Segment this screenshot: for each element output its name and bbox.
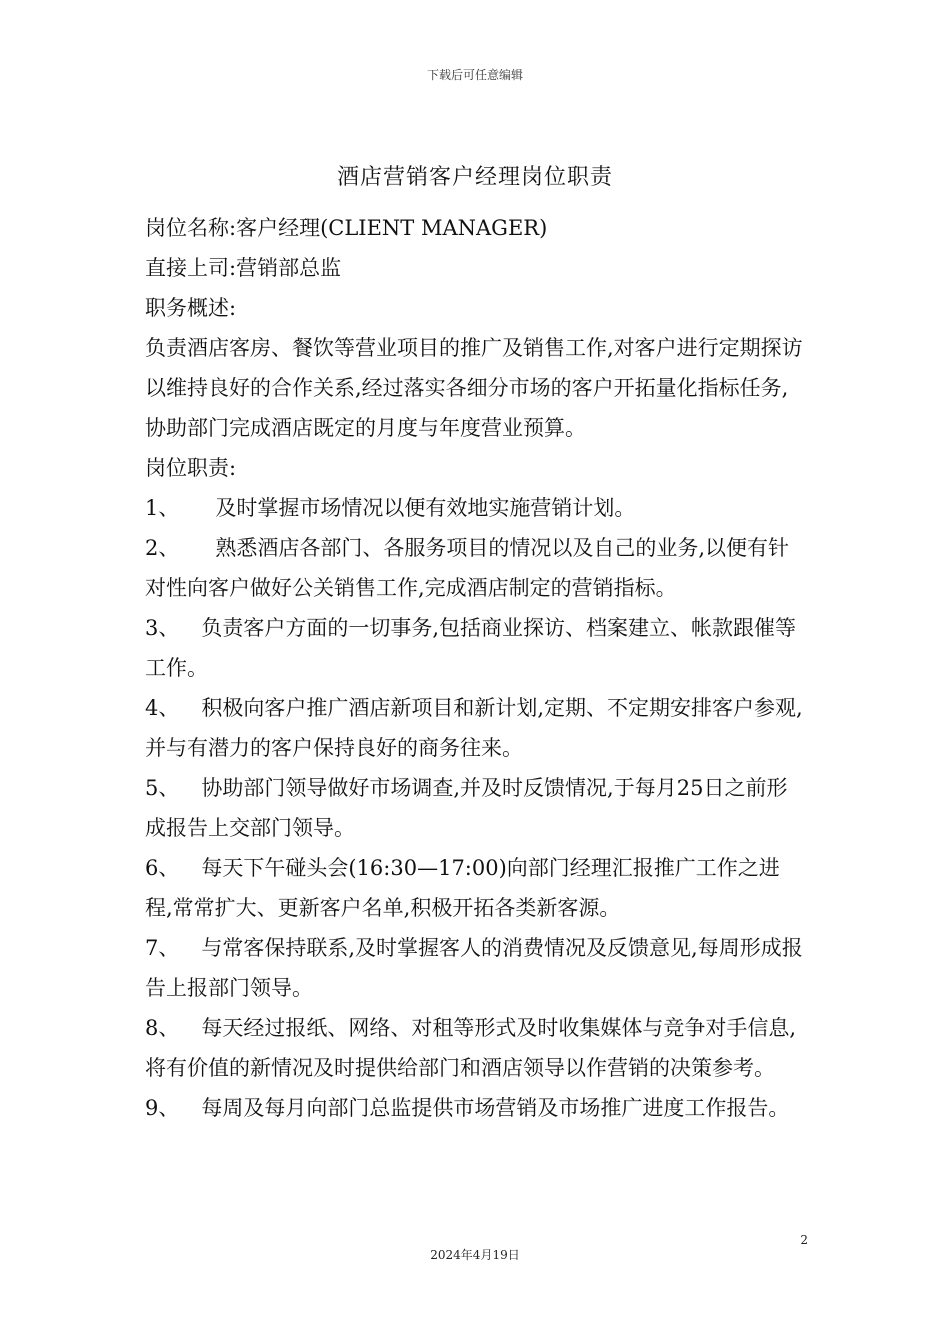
duty-text: 协助部门领导做好市场调查,并及时反馈情况,于每月25日之前形成报告上交部门领导。	[145, 776, 788, 840]
footer-date: 2024年4月19日	[430, 1248, 520, 1262]
page-number: 2	[800, 1233, 808, 1247]
duty-item-6	[145, 848, 805, 928]
duty-text: 及时掌握市场情况以便有效地实施营销计划。	[215, 496, 636, 520]
duty-item-1	[145, 488, 805, 528]
duty-number: 6、	[145, 856, 180, 880]
summary-heading: 职务概述:	[145, 296, 237, 320]
summary-text: 负责酒店客房、餐饮等营业项目的推广及销售工作,对客户进行定期探访以维持良好的合作关系,经过落实各细分市场的客户开拓量化指标任务,协助部门完成酒店既定的月度与年度营业预算。	[145, 336, 803, 440]
duty-number: 3、	[145, 616, 180, 640]
duty-item-3	[145, 608, 805, 688]
duty-number: 7、	[145, 936, 180, 960]
duty-text: 与常客保持联系,及时掌握客人的消费情况及反馈意见,每周形成报告上报部门领导。	[145, 936, 803, 1000]
supervisor: 直接上司:营销部总监	[145, 256, 342, 280]
duty-text: 积极向客户推广酒店新项目和新计划,定期、不定期安排客户参观,并与有潜力的客户保持良好的商务往来。	[145, 696, 803, 760]
duty-item-5	[145, 768, 805, 848]
duties-heading: 岗位职责:	[145, 456, 237, 480]
duty-number: 2、	[145, 536, 180, 560]
duty-item-4	[145, 688, 805, 768]
duty-text: 每天经过报纸、网络、对租等形式及时收集媒体与竞争对手信息,将有价值的新情况及时提供给部门和酒店领导以作营销的决策参考。	[145, 1016, 797, 1080]
duty-number: 8、	[145, 1016, 180, 1040]
position-name: 岗位名称:客户经理(CLIENT MANAGER)	[145, 216, 548, 240]
duty-text: 熟悉酒店各部门、各服务项目的情况以及自己的业务,以便有针对性向客户做好公关销售工作,完成酒店制定的营销指标。	[145, 536, 790, 600]
header-note: 下载后可任意编辑	[426, 68, 523, 82]
duty-number: 4、	[145, 696, 180, 720]
document-title: 酒店营销客户经理岗位职责	[336, 165, 613, 190]
duty-item-7	[145, 928, 805, 1008]
duty-item-2	[145, 528, 805, 608]
duty-item-8	[145, 1008, 805, 1088]
duty-text: 每天下午碰头会(16:30—17:00)向部门经理汇报推广工作之进程,常常扩大、更新客户名单,积极开拓各类新客源。	[145, 856, 780, 920]
duty-text: 每周及每月向部门总监提供市场营销及市场推广进度工作报告。	[201, 1096, 790, 1120]
duty-number: 1、	[145, 496, 180, 520]
duty-item-9	[145, 1088, 805, 1128]
document-body	[145, 208, 805, 1128]
duty-number: 9、	[145, 1096, 180, 1120]
duty-text: 负责客户方面的一切事务,包括商业探访、档案建立、帐款跟催等工作。	[145, 616, 797, 680]
duty-number: 5、	[145, 776, 180, 800]
